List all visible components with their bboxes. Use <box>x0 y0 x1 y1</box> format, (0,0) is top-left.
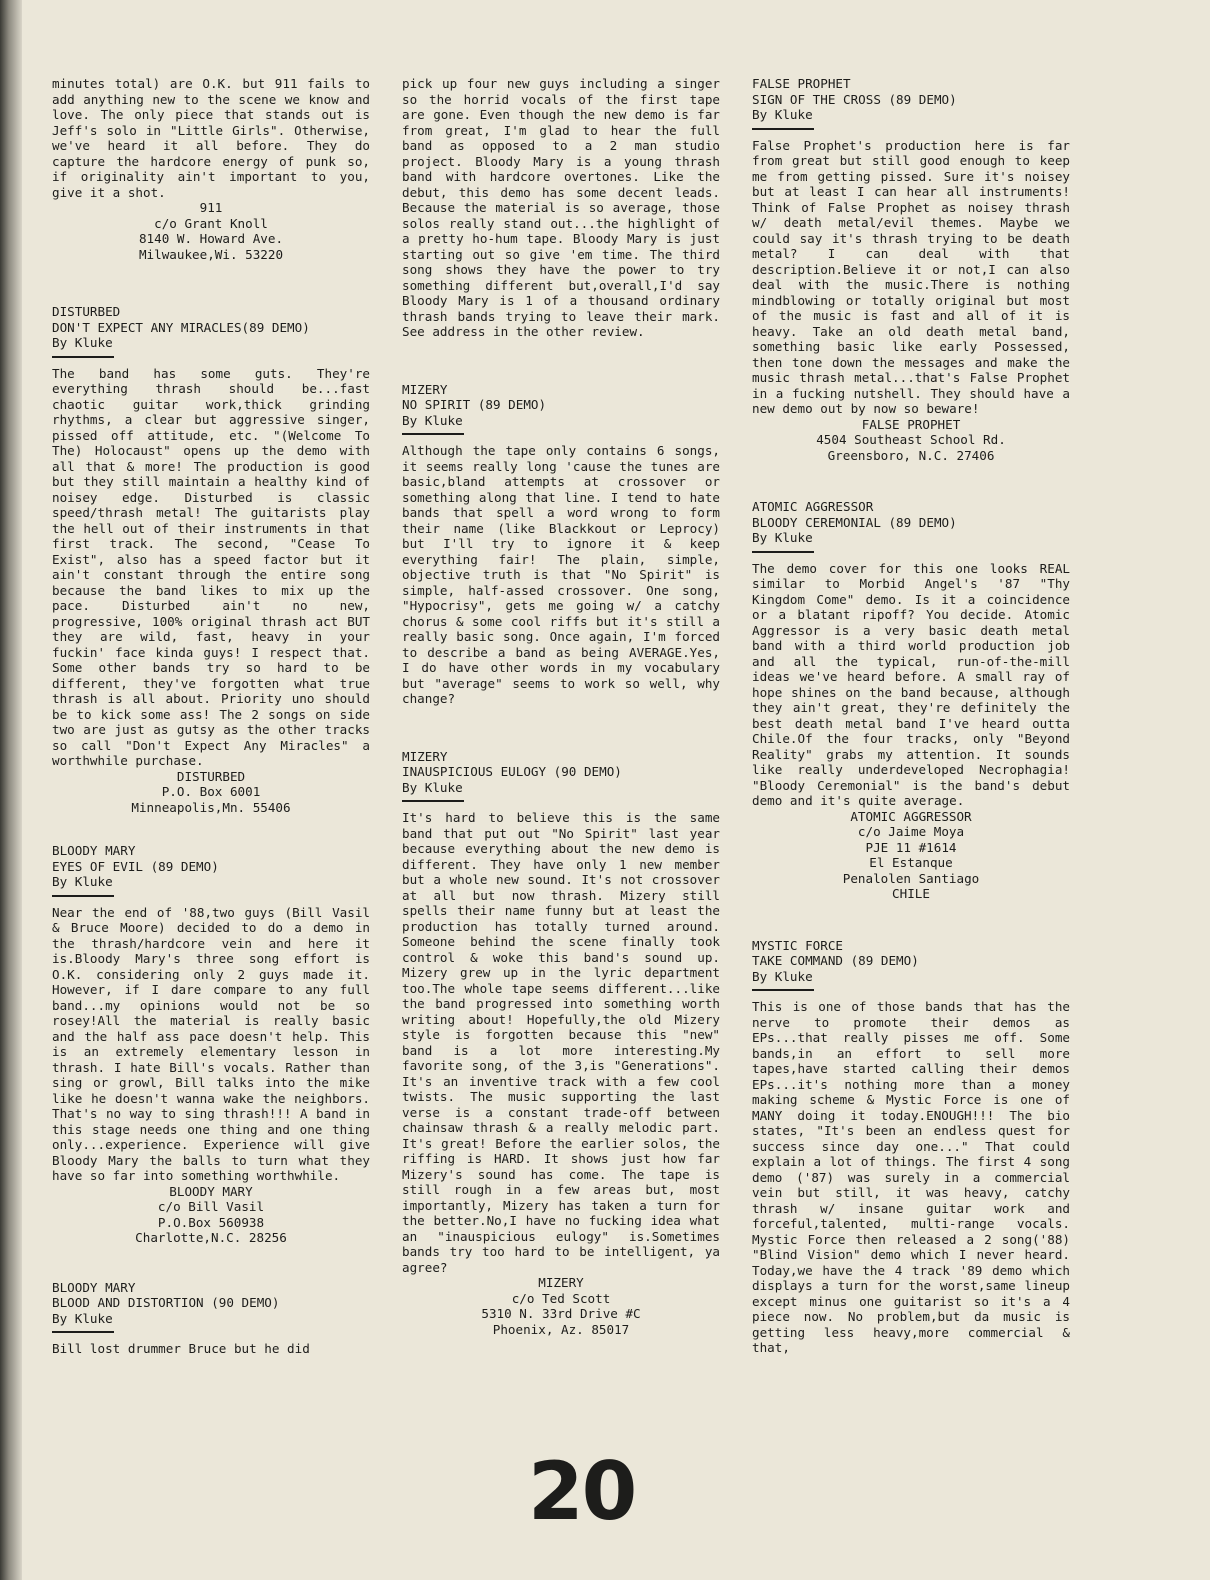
review-heading <box>52 1280 370 1327</box>
address-line: BLOODY MARY <box>169 1183 253 1199</box>
address-line: c/o Grant Knoll <box>154 215 268 231</box>
review <box>752 938 1070 1356</box>
band-name: BLOODY MARY <box>52 1279 136 1295</box>
address-line: MIZERY <box>538 1275 584 1290</box>
address-line: Greensboro, N.C. 27406 <box>827 447 995 463</box>
address-line: P.O.Box 560938 <box>157 1214 265 1230</box>
contact-address <box>52 200 370 262</box>
review <box>52 76 370 262</box>
band-name: MIZERY <box>402 381 448 397</box>
contact-address <box>52 769 370 816</box>
band-name: MIZERY <box>402 748 448 764</box>
review-body: False Prophet's production here is far from great but still good enough to keep me from getting pissed. Sure it's noisey but at least I can hear all instruments! Think of False Prophet as noisey thrash w/ death metal/evil themes. Maybe we could say it's thrash trying to be death metal? I can deal with that description.Believe it or not,I can also deal with the music.There is nothing mindblowing or totally original but most of the music is fast and all of it is heavy. Take an old death metal band, something basic like early Possessed, then tone down the messages and make the music thrash metal...that's False Prophet in a fucking nutshell. They should have a new demo out by now so beware! <box>752 137 1070 416</box>
release-title: EYES OF EVIL (89 DEMO) <box>52 858 219 874</box>
review-body: The band has some guts. They're everything thrash should be...fast chaotic guitar work,thick grinding rhythms, a clear but aggressive singer, pissed off attitude, etc. "(Welcome To The) Holocaust" opens up the demo with all that & more! The production is good but they still maintain a healthy kind of noisey edge. Disturbed is classic speed/thrash metal! The guitarists play the hell out of their instruments in that first track. The second, "Cease To Exist", also has a speed factor but it ain't constant through the entire song because the band likes to mix up the pace. Disturbed ain't no new, progressive, 100% original thrash act BUT they are wild, fast, heavy in your fuckin' face kinda guys! I respect that. Some other bands try so hard to be different, they've forgotten what true thrash is all about. Priority uno should be to kick some ass! The 2 songs on side two are just as gutsy as the other tracks so call "Don't Expect Any Miracles" a worthwhile purchase. <box>52 365 370 768</box>
review-body: The demo cover for this one looks REAL similar to Morbid Angel's '87 "Thy Kingdom Come" demo. Is it a coincidence or a blatant ripoff? You decide. Atomic Aggressor is a very basic death metal band with a third world production job and all the typical, run-of-the-mill ideas we've heard before. A small ray of hope shines on the band because, although they ain't great, they're definitely the best death metal band I've heard outta Chile.Of the four tracks, only "Beyond Reality" grabs my attention. It sounds like really underdeveloped Necrophagia! "Bloody Ceremonial" is the band's debut demo and it's quite average. <box>752 560 1070 808</box>
release-title: SIGN OF THE CROSS (89 DEMO) <box>752 91 957 107</box>
review-body: This is one of those bands that has the nerve to promote their demos as EPs...that really pisses me off. Some bands,in an effort to sell more tapes,have started calling their demos EPs...it's nothing more than a money making scheme & Mystic Force is one of MANY doing it today.ENOUGH!!! The bio states, "It's been an endless quest for success since day one..." That could explain a lot of things. The first 4 song demo ('87) was surely in a commercial vein but still, it was heavy, catchy thrash w/ insane guitar work and forceful,talented, multi-range vocals. Mystic Force then released a 2 song('88) "Blind Vision" demo which I never heard. Today,we have the 4 track '89 demo which displays a turn for the worst,same lineup except minus one guitarist so it's a 4 piece now. No problem,but da music is getting less heavy,more commercial & that, <box>752 999 1070 1355</box>
review <box>752 499 1070 902</box>
review <box>752 76 1070 463</box>
heading-rule <box>402 800 464 802</box>
review-byline: By Kluke <box>402 779 463 795</box>
address-line: Minneapolis,Mn. 55406 <box>131 799 291 815</box>
review-byline: By Kluke <box>52 874 113 889</box>
address-line: 4504 Southeast School Rd. <box>816 432 1006 447</box>
address-line: c/o Jaime Moya <box>857 824 965 839</box>
band-name: ATOMIC AGGRESSOR <box>752 499 874 514</box>
address-line: DISTURBED <box>176 768 246 784</box>
heading-rule <box>752 128 814 130</box>
address-line: 5310 N. 33rd Drive #C <box>481 1306 641 1321</box>
column-3 <box>752 76 1070 1366</box>
heading-rule <box>52 895 114 897</box>
band-name: MYSTIC FORCE <box>752 937 843 953</box>
address-line: Milwaukee,Wi. 53220 <box>138 246 284 262</box>
review <box>402 76 720 340</box>
address-line: P.O. Box 6001 <box>161 784 261 799</box>
review-body: Although the tape only contains 6 songs, it seems really long 'cause the tunes are basic,bland attempts at crossover or something along that line. I tend to hate bands that spell a word wrong to form their name (like Blackkout or Leprocy) but I'll try to ignore it & keep everything fair! The plain, simple, objective truth is that "No Spirit" is simple, half-assed crossover. One song, "Hypocrisy", gets me going w/ a catchy chorus & some cool riffs but it's still a really basic song. Once again, I'm forced to describe a band as being AVERAGE.Yes, I do have other words in my vocabulary but "average" seems to work so well, why change? <box>402 443 720 706</box>
address-line: PJE 11 #1614 <box>865 839 957 855</box>
review-heading <box>752 938 1070 985</box>
address-line: c/o Ted Scott <box>511 1290 611 1306</box>
review-heading <box>752 76 1070 123</box>
review-body: pick up four new guys including a singer so the horrid vocals of the first tape are gone. Even though the new demo is far from great, I'm glad to hear the full band as opposed to a 2 man studio project. Bloody Mary is a young thrash band with hardcore overtones. Like the debut, this demo has some decent leads. Because the material is so average, those solos really stand out...the highlight of a pretty ho-hum tape. Bloody Mary is just starting out so give 'em time. The third song shows they have the power to try something different but,overall,I'd say Bloody Mary is 1 of a thousand ordinary thrash bands trying to leave their mark. See address in the other review. <box>402 76 720 339</box>
review-byline: By Kluke <box>402 412 463 428</box>
review-heading <box>52 843 370 890</box>
address-line: El Estanque <box>869 855 953 870</box>
release-title: BLOOD AND DISTORTION (90 DEMO) <box>52 1295 280 1310</box>
heading-rule <box>752 989 814 991</box>
band-name: FALSE PROPHET <box>752 76 851 91</box>
review-body: minutes total) are O.K. but 911 fails to add anything new to the scene we know and love. The only piece that stands out is Jeff's solo in "Little Girls". Otherwise, we've heard it all before. They do capture the hardcore energy of punk so, if originality ain't important to you, give it a shot. <box>52 76 370 200</box>
release-title: BLOODY CEREMONIAL (89 DEMO) <box>752 514 957 530</box>
review-byline: By Kluke <box>52 335 113 350</box>
review <box>52 843 370 1246</box>
review-body: It's hard to believe this is the same band that put out "No Spirit" last year because everything about the new demo is different. They have only 1 new member but a whole new sound. It's not crossover at all but now thrash. Mizery still spells their name funny but at least the production has totally turned around. Someone behind the scene finally took control & woke this band's sound up. Mizery grew up in the lyric department too.The whole tape seems different...like the band progressed into something worth writing about! Hopefully,the old Mizery style is forgotten because this "new" band is a lot more interesting.My favorite song, of the 3,is "Generations". It's an inventive track with a few cool twists. The music supporting the last verse is a constant trade-off between chainsaw thrash & a really melodic part. It's great! Before the earlier solos, the riffing is HARD. It shows just how far Mizery's sound has come. The tape is still rough in a few areas but, most importantly, Mizery has taken a turn for the better.No,I have no fucking idea what an "inauspicious eulogy" is.Sometimes bands try too hard to be intelligent, ya agree? <box>402 810 720 1275</box>
review-byline: By Kluke <box>752 968 813 984</box>
band-name: BLOODY MARY <box>52 843 136 858</box>
review-byline: By Kluke <box>752 107 813 122</box>
address-line: FALSE PROPHET <box>861 416 961 432</box>
review <box>52 1280 370 1357</box>
review <box>402 382 720 707</box>
address-line: 8140 W. Howard Ave. <box>138 231 284 246</box>
address-line: Penalolen Santiago <box>842 870 980 886</box>
heading-rule <box>402 433 464 435</box>
page-number: 20 <box>528 1445 636 1538</box>
address-line: c/o Bill Vasil <box>157 1199 265 1214</box>
review-body: Near the end of '88,two guys (Bill Vasil & Bruce Moore) decided to do a demo in the thrash/hardcore vein and here it is.Bloody Mary's three song effort is O.K. considering only 2 guys made it. However, if I dare compare to any full band...my opinions would not be so rosey!All the material is really basic and the half ass pace doesn't help. This is an extremely elementary lesson in thrash. I hate Bill's vocals. Rather than sing or growl, Bill talks into the mike like he doesn't wanna wake the neighbors. That's no way to sing thrash!!! A band in this stage needs one thing and one thing only...experience. Experience will give Bloody Mary the balls to turn what they have so far into something worthwhile. <box>52 904 370 1183</box>
release-title: NO SPIRIT (89 DEMO) <box>402 397 547 412</box>
column-1 <box>52 76 370 1367</box>
address-line: Charlotte,N.C. 28256 <box>135 1230 287 1245</box>
column-2 <box>402 76 720 1347</box>
review-body: Bill lost drummer Bruce but he did <box>52 1341 310 1356</box>
contact-address <box>752 417 1070 464</box>
contact-address <box>752 809 1070 902</box>
release-title: INAUSPICIOUS EULOGY (90 DEMO) <box>402 764 622 779</box>
review-heading <box>52 304 370 351</box>
review-byline: By Kluke <box>752 530 813 545</box>
contact-address <box>52 1184 370 1246</box>
heading-rule <box>52 356 114 358</box>
review <box>402 749 720 1338</box>
address-line: Phoenix, Az. 85017 <box>492 1321 630 1337</box>
release-title: DON'T EXPECT ANY MIRACLES(89 DEMO) <box>52 319 310 335</box>
address-line: 911 <box>199 200 223 215</box>
heading-rule <box>52 1331 114 1333</box>
band-name: DISTURBED <box>52 304 121 319</box>
binding-edge <box>0 0 22 1580</box>
address-line: CHILE <box>892 886 930 901</box>
review <box>52 304 370 815</box>
contact-address <box>402 1275 720 1337</box>
heading-rule <box>752 551 814 553</box>
review-heading <box>402 749 720 796</box>
release-title: TAKE COMMAND (89 DEMO) <box>752 953 919 968</box>
review-heading <box>402 382 720 429</box>
review-byline: By Kluke <box>52 1310 113 1326</box>
review-heading <box>752 499 1070 546</box>
address-line: ATOMIC AGGRESSOR <box>850 808 972 824</box>
